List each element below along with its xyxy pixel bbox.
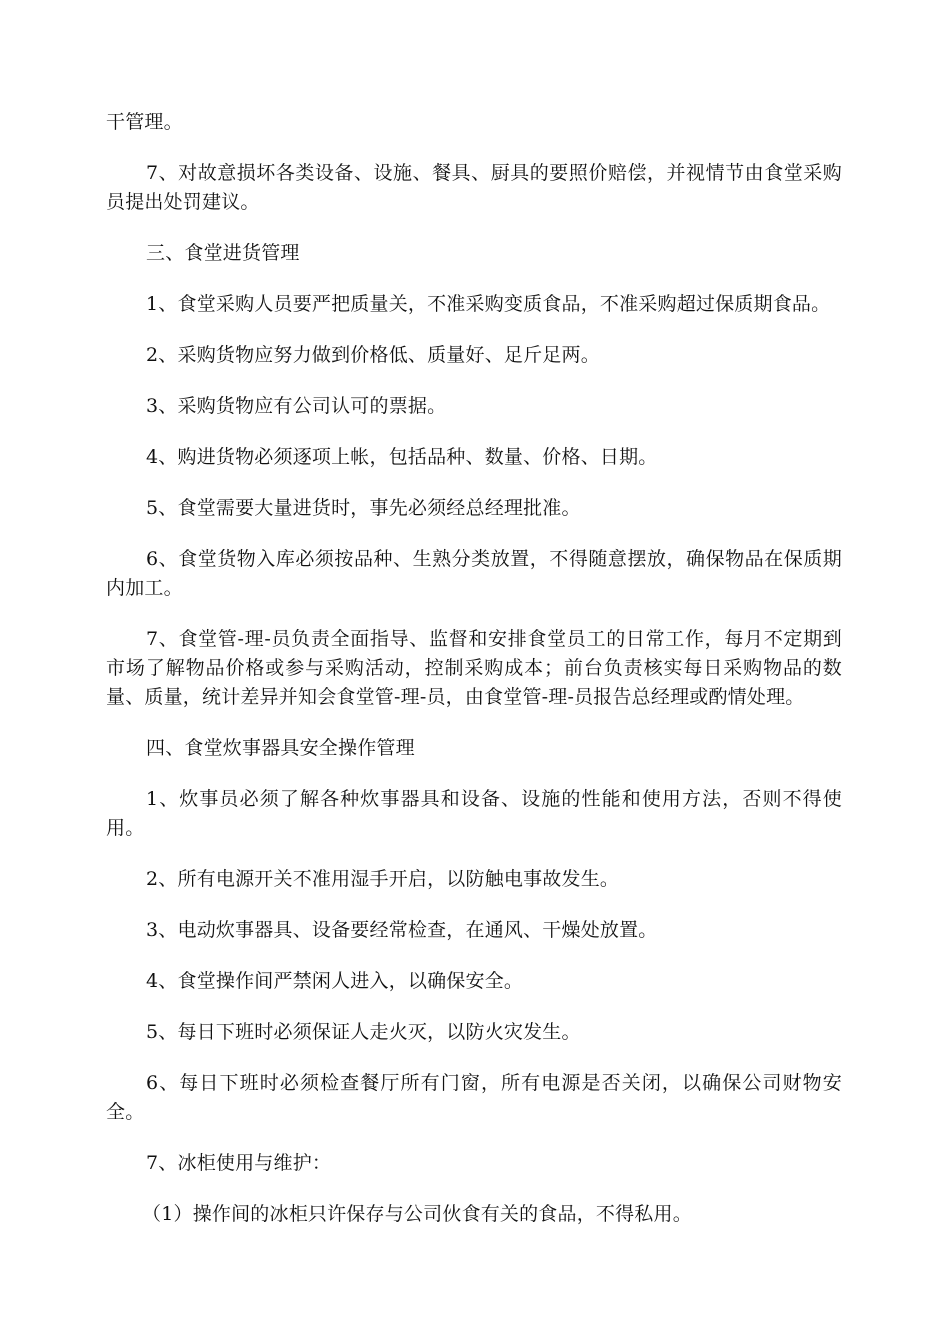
paragraph-subitem-1-freezer-use: （1）操作间的冰柜只许保存与公司伙食有关的食品，不得私用。: [142, 1203, 692, 1225]
paragraph-item-2-price: 2、采购货物应努力做到价格低、质量好、足斤足两。: [146, 344, 600, 366]
paragraph-item-7-freezer: 7、冰柜使用与维护：: [146, 1152, 332, 1174]
paragraph-item-6-closing-check: 6、每日下班时必须检查餐厅所有门窗，所有电源是否关闭，以确保公司财物安全。: [106, 1072, 842, 1123]
paragraph-item-7-damage-compensation: 7、对故意损坏各类设备、设施、餐具、厨具的要照价赔偿，并视情节由食堂采购员提出处罚建议。: [106, 162, 842, 213]
paragraph-item-4-ledger: 4、购进货物必须逐项上帐，包括品种、数量、价格、日期。: [146, 446, 658, 468]
paragraph-item-7-manager-duties: 7、食堂管-理-员负责全面指导、监督和安排食堂员工的日常工作，每月不定期到市场了解物品价格或参与采购活动，控制采购成本；前台负责核实每日采购物品的数量、质量，统计差异并知会食堂管-理-员，由食堂管-理-员报告总经理或酌情处理。: [106, 628, 842, 708]
paragraph-item-1-quality: 1、食堂采购人员要严把质量关，不准采购变质食品，不准采购超过保质期食品。: [146, 293, 831, 315]
paragraph-item-3-inspection: 3、电动炊事器具、设备要经常检查，在通风、干燥处放置。: [146, 919, 658, 941]
section-heading-equipment-safety: 四、食堂炊事器具安全操作管理: [146, 737, 415, 759]
paragraph-item-2-power-switch: 2、所有电源开关不准用湿手开启，以防触电事故发生。: [146, 868, 620, 890]
paragraph-item-1-equipment-knowledge: 1、炊事员必须了解各种炊事器具和设备、设施的性能和使用方法，否则不得使用。: [106, 788, 842, 839]
paragraph-item-4-access: 4、食堂操作间严禁闲人进入，以确保安全。: [146, 970, 524, 992]
paragraph-item-5-fire: 5、每日下班时必须保证人走火灭，以防火灾发生。: [146, 1021, 581, 1043]
document-page: [106, 108, 842, 1251]
paragraph-continuation: 干管理。: [106, 111, 183, 133]
section-heading-purchasing: 三、食堂进货管理: [146, 242, 300, 264]
paragraph-item-3-receipts: 3、采购货物应有公司认可的票据。: [146, 395, 447, 417]
paragraph-item-5-approval: 5、食堂需要大量进货时，事先必须经总经理批准。: [146, 497, 581, 519]
paragraph-item-6-storage: 6、食堂货物入库必须按品种、生熟分类放置，不得随意摆放，确保物品在保质期内加工。: [106, 548, 842, 599]
